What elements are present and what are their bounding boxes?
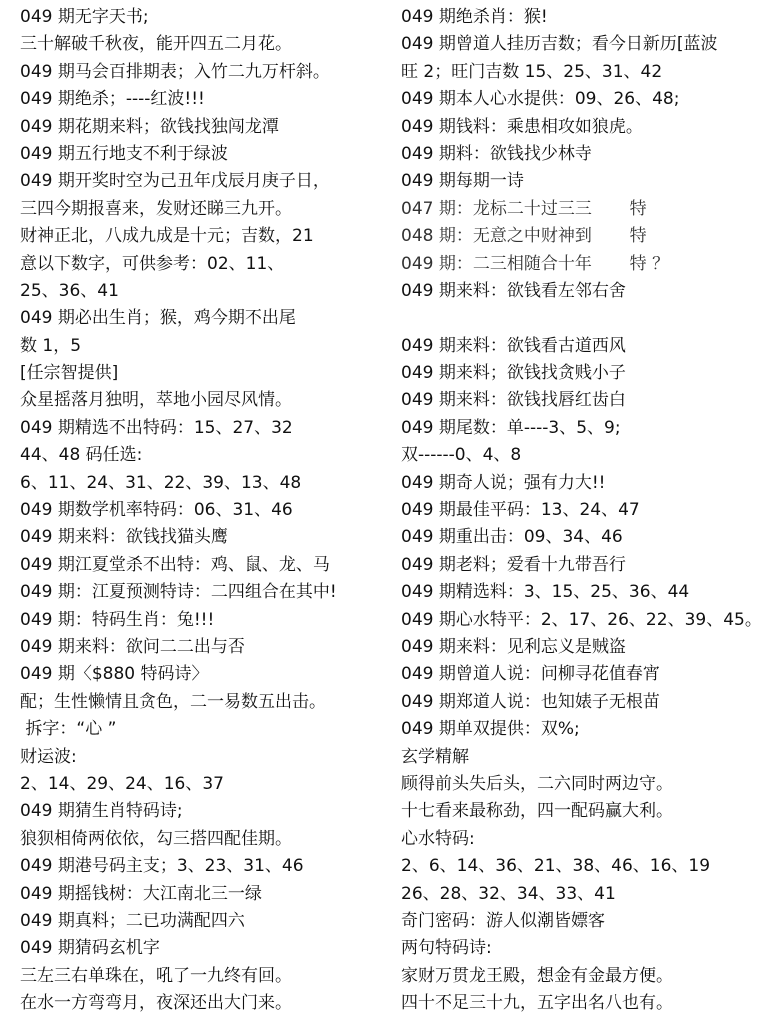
text-line: 拆字：“心 ” [20, 719, 117, 740]
text-line: 049 期曾道人说：问柳寻花值春宵 [401, 664, 660, 685]
text-line: 049 期马会百排期表；入竹二九万杆斜。 [20, 61, 330, 82]
text-line: 049 期精选料：3、15、25、36、44 [401, 582, 690, 603]
text-line: 三左三右单珠在，吼了一九终有回。 [20, 965, 292, 986]
text-line: 奇门密码：游人似潮皆嫖客 [401, 910, 605, 931]
text-line: 049 期开奖时空为己丑年戊辰月庚子日， [20, 171, 330, 192]
text-line: 049 期江夏堂杀不出特：鸡、鼠、龙、马 [20, 554, 330, 575]
text-line: 心水特码: [401, 828, 475, 849]
text-line: 049 期数学机率特码：06、31、46 [20, 500, 293, 521]
text-line: 2、6、14、36、21、38、46、16、19 [401, 856, 711, 877]
text-line: 049 期来料：欲问二二出与否 [20, 636, 245, 657]
text-line: 财神正北，八成九成是十元；吉数，21 [20, 226, 314, 247]
text-line: 双------0、4、8 [401, 445, 522, 466]
text-line: 049 期无字天书; [20, 7, 149, 27]
text-line: 三四今期报喜来，发财还睇三九开。 [20, 198, 292, 219]
text-line: 049 期绝杀肖：猴! [401, 7, 548, 27]
text-line: 049 期重出击：09、34、46 [401, 527, 623, 548]
text-line: 049 期每期一诗 [401, 171, 524, 192]
text-line: 旺 2；旺门吉数 15、25、31、42 [401, 61, 663, 82]
text-line: 049 期最佳平码：13、24、47 [401, 500, 640, 521]
text-line: 2、14、29、24、16、37 [20, 773, 224, 794]
text-line: 049 期尾数：单----3、5、9; [401, 417, 621, 438]
text-line: 049 期心水特平：2、17、26、22、39、45。 [401, 609, 762, 630]
text-line: 44、48 码任选: [20, 445, 143, 466]
text-line: 049 期来料；欲钱找贪贱小子 [401, 363, 626, 384]
text-line: 049 期绝杀；----红波!!! [20, 89, 205, 110]
text-line: 049 期来料：欲钱找猫头鹰 [20, 527, 228, 548]
text-line: 25、36、41 [20, 280, 119, 301]
text-line: 049 期〈$880 特码诗〉 [20, 664, 209, 685]
text-line: 26、28、32、34、33、41 [401, 883, 616, 904]
text-line: 在水一方弯弯月，夜深还出大门来。 [20, 993, 292, 1014]
text-line: [任宗智提供] [20, 363, 119, 384]
text-line: 047 期：龙标二十过三三 特 [401, 198, 647, 219]
text-line: 049 期来料：欲钱找唇红齿白 [401, 390, 626, 411]
text-line: 049 期猜码玄机字 [20, 938, 160, 959]
text-line: 四十不足三十九，五字出名八也有。 [401, 993, 673, 1014]
text-line: 048 期：无意之中财神到 特 [401, 226, 647, 247]
text-line: 十七看来最称劲，四一配码赢大利。 [401, 801, 673, 822]
text-line: 049 期：江夏预测特诗：二四组合在其中! [20, 582, 337, 603]
text-line: 049 期精选不出特码：15、27、32 [20, 417, 293, 438]
text-line: 6、11、24、31、22、39、13、48 [20, 472, 302, 493]
text-line: 三十解破千秋夜，能开四五二月花。 [20, 34, 292, 55]
text-line: 049 期花期来料；欲钱找独闯龙潭 [20, 116, 279, 137]
text-line: 家财万贯龙王殿，想金有金最方便。 [401, 965, 673, 986]
text-line: 玄学精解 [401, 746, 469, 767]
text-line: 049 期：特码生肖：兔!!! [20, 609, 215, 630]
text-line: 049 期奇人说；强有力大!! [401, 472, 606, 493]
left-column [20, 4, 392, 1017]
text-line: 049 期本人心水提供：09、26、48; [401, 89, 680, 110]
text-line: 049 期郑道人说：也知婊子无根苗 [401, 691, 660, 712]
text-line: 049 期港号码主支；3、23、31、46 [20, 856, 304, 877]
text-line: 财运波: [20, 746, 77, 767]
text-line: 049 期真料；二已功满配四六 [20, 910, 245, 931]
text-line [401, 305, 761, 332]
text-line: 049 期必出生肖；猴，鸡今期不出尾 [20, 308, 296, 329]
text-line: 众星摇落月独明，萃地小园尽风情。 [20, 390, 292, 411]
text-line: 数 1，5 [20, 335, 82, 356]
text-line: 049 期来料：见利忘义是贼盗 [401, 636, 626, 657]
text-line: 049 期五行地支不利于绿波 [20, 143, 228, 164]
text-line: 049 期料：欲钱找少林寺 [401, 143, 592, 164]
text-line: 049 期摇钱树：大江南北三一绿 [20, 883, 262, 904]
text-line: 配；生性懒情且贪色，二一易数五出击。 [20, 691, 326, 712]
text-line: 顾得前头失后头，二六同时两边守。 [401, 773, 673, 794]
text-line: 049 期来料：欲钱看左邻右舍 [401, 280, 626, 301]
text-line: 049 期钱料：乘患相攻如狼虎。 [401, 116, 643, 137]
text-line: 049 期单双提供：双%; [401, 719, 580, 740]
text-line: 049 期曾道人挂历吉数；看今日新历[蓝波 [401, 34, 718, 55]
text-line: 049 期来料：欲钱看古道西风 [401, 335, 626, 356]
text-line: 狼狈相倚两依依，勾三搭四配佳期。 [20, 828, 292, 849]
text-line: 049 期：二三相随合十年 特 ？ [401, 253, 670, 274]
text-line: 两句特码诗: [401, 938, 492, 959]
right-column [401, 4, 761, 1017]
text-line: 049 期老料；爱看十九带吾行 [401, 554, 626, 575]
text-line: 意以下数字，可供参考：02、11、 [20, 253, 285, 274]
text-line: 049 期猜生肖特码诗; [20, 801, 183, 822]
